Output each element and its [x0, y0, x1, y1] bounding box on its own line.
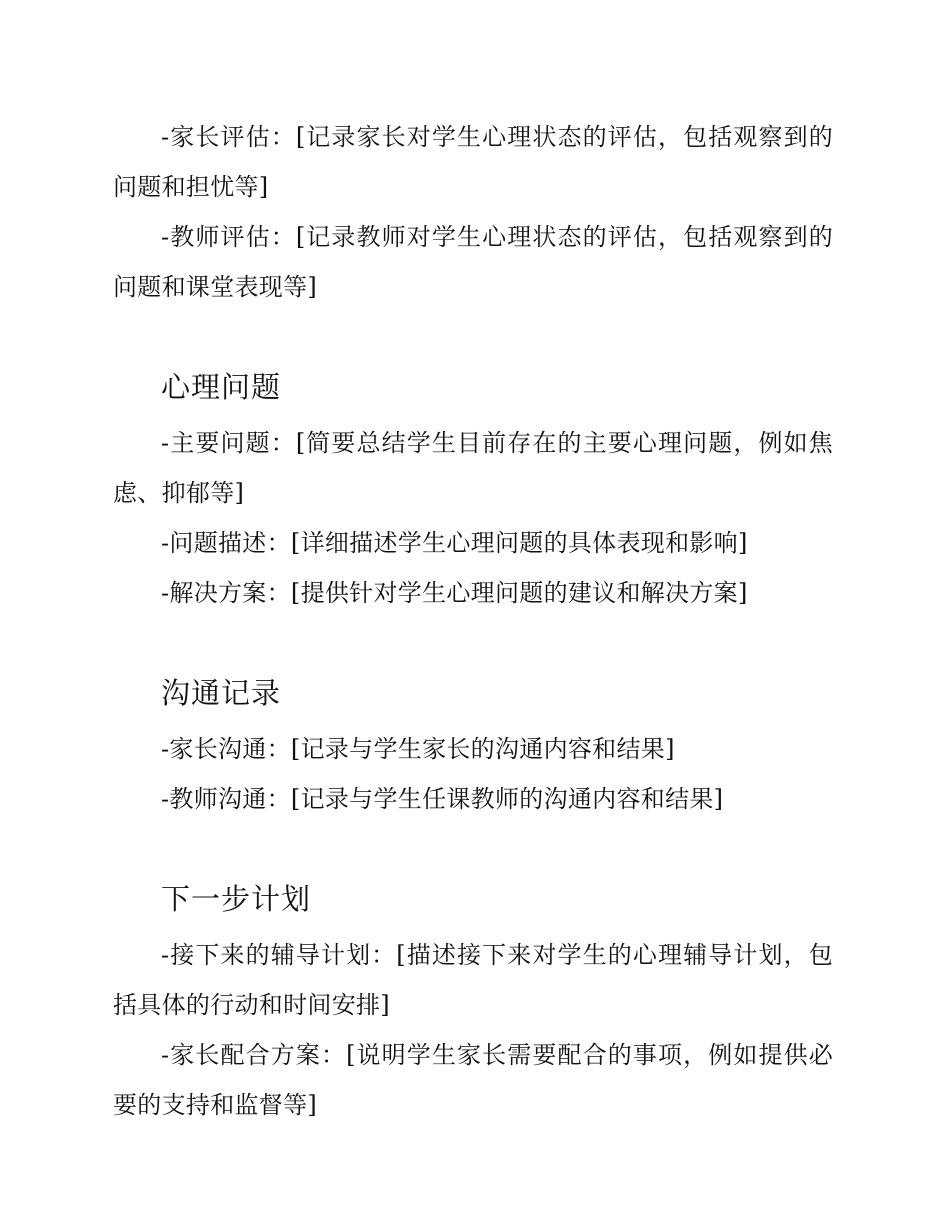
paragraph-parent-communication: -家长沟通：[记录与学生家长的沟通内容和结果] [161, 735, 675, 763]
paragraph-teacher-communication: -教师沟通：[记录与学生任课教师的沟通内容和结果] [161, 785, 724, 813]
paragraph-parent-cooperation: -家长配合方案：[说明学生家长需要配合的事项，例如提供必要的支持和监督等] [113, 1041, 833, 1119]
paragraph-counseling-plan: -接下来的辅导计划：[描述接下来对学生的心理辅导计划，包括具体的行动和时间安排] [113, 941, 833, 1019]
paragraph-parent-assessment: -家长评估：[记录家长对学生心理状态的评估，包括观察到的问题和担忧等] [113, 123, 833, 201]
heading-communication-records: 沟通记录 [161, 676, 282, 710]
heading-next-steps: 下一步计划 [161, 882, 312, 916]
document-content [113, 112, 833, 1130]
heading-psychological-issues: 心理问题 [161, 370, 282, 404]
paragraph-teacher-assessment: -教师评估：[记录教师对学生心理状态的评估，包括观察到的问题和课堂表现等] [113, 223, 833, 301]
paragraph-issue-description: -问题描述：[详细描述学生心理问题的具体表现和影响] [161, 529, 748, 557]
paragraph-solution: -解决方案：[提供针对学生心理问题的建议和解决方案] [161, 579, 748, 607]
paragraph-main-issue: -主要问题：[简要总结学生目前存在的主要心理问题，例如焦虑、抑郁等] [113, 429, 833, 507]
